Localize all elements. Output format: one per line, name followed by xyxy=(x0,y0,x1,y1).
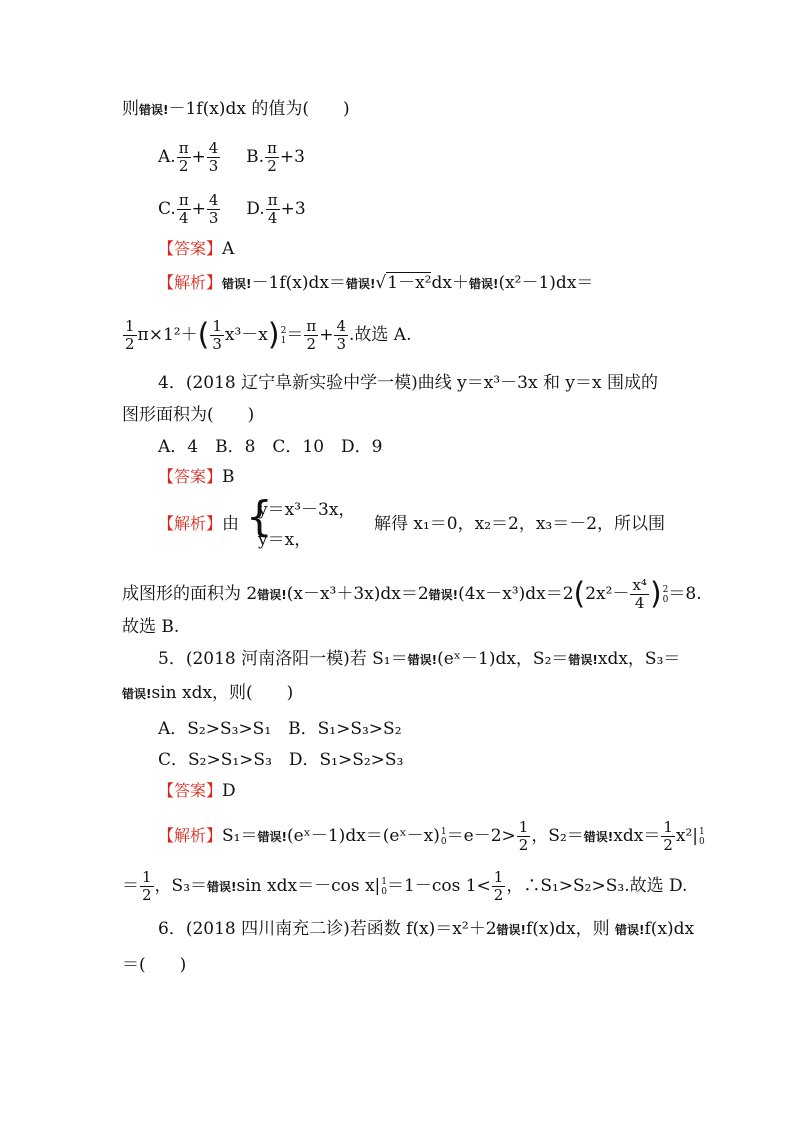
q3-analysis-line2: $\frac{1}{2}$ π×1²＋( $\frac{1}{3}$ x³－x) 2 1 ＝ $\frac{\pi}{2}$ + $\frac{4}{3}$ .故选 A. xyxy=(125,317,412,353)
q5-analysis-part: (eˣ－1)dx＝(eˣ－x) xyxy=(286,826,440,846)
q4-system-eq2: y＝x， xyxy=(258,530,312,550)
fraction xyxy=(177,140,191,175)
denominator: 2 xyxy=(663,836,673,854)
numerator: π xyxy=(178,139,189,157)
numerator: 1 xyxy=(142,868,152,886)
left-bracket: ( xyxy=(573,576,586,612)
numerator: 1 xyxy=(493,868,504,886)
fraction xyxy=(177,192,191,227)
numerator: 4 xyxy=(336,317,346,335)
q4-analysis-solve: 解得 x₁＝0，x₂＝2，x₃＝－2，所以围 xyxy=(374,514,666,534)
q5-answer xyxy=(158,780,236,802)
answer-tag: 【答案】 xyxy=(158,467,223,486)
q4-options: A．4 B．8 C．10 D．9 xyxy=(158,437,383,457)
right-bracket: ) xyxy=(267,317,280,353)
upper-limit: 2 xyxy=(280,325,287,336)
error-marker: 错误! xyxy=(568,653,598,667)
q3-option-c-label: C. xyxy=(158,199,176,219)
denominator: 2 xyxy=(178,157,189,175)
q4-stem-line2: 图形面积为( ) xyxy=(122,405,255,425)
q3-option-b-tail: +3 xyxy=(279,147,305,167)
error-marker: 错误! xyxy=(139,103,169,117)
error-marker: 错误! xyxy=(407,653,438,667)
fraction xyxy=(304,318,318,353)
q5-analysis-part: xdx＝ xyxy=(613,826,661,846)
q6-stem-line2: ＝( ) xyxy=(122,955,187,975)
denominator: 2 xyxy=(125,335,135,353)
q4-analysis-line1 xyxy=(158,513,239,535)
denominator: 4 xyxy=(267,209,278,227)
q5-analysis-part: ，∴S₁>S₂>S₃.故选 D. xyxy=(506,876,688,896)
q5-analysis-part: ＝1－cos 1< xyxy=(387,876,491,896)
error-marker: 错误! xyxy=(257,830,287,844)
error-marker: 错误! xyxy=(583,830,614,844)
left-bracket: ( xyxy=(197,317,210,353)
q5-answer-value: D xyxy=(222,781,236,801)
q3-analysis-part: π×1²＋ xyxy=(137,325,198,345)
denominator: 2 xyxy=(142,886,152,904)
denominator: 3 xyxy=(208,209,219,227)
q5-options-ab: A．S₂>S₃>S₁ B．S₁>S₃>S₂ xyxy=(158,719,402,739)
fraction xyxy=(265,140,279,175)
numerator: x⁴ xyxy=(632,576,647,594)
fraction xyxy=(207,140,221,175)
analysis-tag: 【解析】 xyxy=(158,514,223,533)
error-marker: 错误! xyxy=(345,277,376,291)
q5-analysis-part: sin xdx＝－cos x| xyxy=(236,876,381,896)
lower-limit: 0 xyxy=(440,836,447,847)
q5-analysis-line2 xyxy=(122,866,687,907)
q5-options-cd: C．S₂>S₁>S₃ D．S₁>S₂>S₃ xyxy=(158,750,404,770)
q3-analysis-part: x³－x xyxy=(224,325,268,345)
sqrt-content: 1－x² xyxy=(387,273,432,293)
q3-options-cd xyxy=(158,192,306,227)
q4-analysis-part: 成图形的面积为 2 xyxy=(122,584,258,604)
q5-stem-part: (eˣ－1)dx，S₂＝ xyxy=(437,649,569,669)
q5-analysis-part: x²| xyxy=(675,826,699,846)
q4-analysis-line3: 故选 B. xyxy=(122,617,180,637)
system-brace: { xyxy=(246,492,273,541)
q3-option-d-tail: +3 xyxy=(280,199,306,219)
q5-analysis-part: ＝ xyxy=(122,876,139,896)
q3-option-b-label: B. xyxy=(246,147,265,167)
q6-stem-part: f(x)dx xyxy=(644,919,695,939)
upper-limit: 1 xyxy=(381,876,388,887)
error-marker: 错误! xyxy=(222,277,252,291)
q4-analysis-part: ＝8. xyxy=(668,584,702,604)
q3-analysis-part: dx＋ xyxy=(431,273,469,293)
upper-limit: 1 xyxy=(699,826,705,837)
fraction xyxy=(266,192,280,227)
q4-analysis-part: (4x－x³)dx＝2 xyxy=(458,584,574,604)
q3-analysis-part: (x²－1)dx＝ xyxy=(498,273,594,293)
numerator: 1 xyxy=(663,818,673,836)
q3-answer xyxy=(158,238,234,260)
lower-limit: 0 xyxy=(699,836,705,847)
error-marker: 错误! xyxy=(468,277,499,291)
analysis-tag: 【解析】 xyxy=(158,273,223,292)
q4-answer xyxy=(158,466,235,488)
q4-stem-line1: 4．(2018 辽宁阜新实验中学一模)曲线 y＝x³－3x 和 y＝x 围成的 xyxy=(158,373,658,393)
fraction xyxy=(630,577,648,612)
denominator: 3 xyxy=(208,157,219,175)
error-marker: 错误! xyxy=(615,923,645,937)
lower-limit: 0 xyxy=(381,886,388,897)
fraction xyxy=(140,869,154,904)
upper-limit: 1 xyxy=(440,826,447,837)
q3-analysis-part: .故选 A. xyxy=(348,325,412,345)
denominator: 3 xyxy=(336,335,346,353)
denominator: 4 xyxy=(178,209,189,227)
q3-analysis-part: ＝ xyxy=(286,325,304,345)
q4-analysis-part: 2x²－ xyxy=(585,584,630,604)
q3-option-a-label: A. xyxy=(158,147,176,167)
lower-limit: 1 xyxy=(280,335,287,346)
error-marker: 错误! xyxy=(207,880,237,894)
numerator: π xyxy=(267,139,277,157)
q5-stem-line2 xyxy=(122,682,293,705)
limits xyxy=(699,827,705,847)
q3-options-ab xyxy=(158,140,305,175)
denominator: 2 xyxy=(518,836,529,854)
q6-stem-line1 xyxy=(158,918,694,941)
numerator: 1 xyxy=(125,317,135,335)
right-bracket: ) xyxy=(649,576,662,612)
q4-answer-value: B xyxy=(222,467,235,487)
q6-stem-part: 6．(2018 四川南充二诊)若函数 f(x)＝x²＋2 xyxy=(158,919,497,939)
upper-limit: 2 xyxy=(662,584,669,595)
numerator: 1 xyxy=(212,317,222,335)
q5-analysis-part: ＝e－2> xyxy=(446,826,516,846)
q4-analysis-part: 由 xyxy=(222,514,240,534)
fraction xyxy=(123,318,137,353)
fraction xyxy=(334,318,348,353)
error-marker: 错误! xyxy=(257,588,287,602)
fraction xyxy=(492,869,506,904)
q3-stem xyxy=(122,98,350,121)
fraction xyxy=(517,819,531,854)
error-marker: 错误! xyxy=(428,588,459,602)
q3-option-a-tail: + xyxy=(191,147,206,167)
denominator: 4 xyxy=(634,594,645,612)
q5-stem-line1 xyxy=(158,648,680,671)
q3-analysis-line1: 【解析】错误!－1f(x)dx＝错误!√1－x²dx＋错误!(x²－1)dx＝ xyxy=(158,273,594,293)
answer-tag: 【答案】 xyxy=(158,239,223,258)
q5-analysis-part: ，S₂＝ xyxy=(531,826,584,846)
denominator: 2 xyxy=(267,157,277,175)
q3-stem-prefix: 则 xyxy=(122,99,139,119)
q5-analysis-part: S₁＝ xyxy=(222,826,258,846)
numerator: 4 xyxy=(208,191,219,209)
q5-stem-part: sin xdx，则( ) xyxy=(151,683,294,703)
answer-tag: 【答案】 xyxy=(158,781,223,800)
q3-option-c-tail: + xyxy=(191,199,206,219)
q5-stem-part: xdx，S₃＝ xyxy=(597,649,681,669)
numerator: 4 xyxy=(208,139,219,157)
q4-system-eq1: y＝x³－3x， xyxy=(258,500,356,520)
q5-analysis-line1 xyxy=(158,816,705,857)
q3-answer-value: A xyxy=(222,239,235,259)
q4-analysis-line2 xyxy=(122,574,702,615)
q3-analysis-part: －1f(x)dx＝ xyxy=(251,273,346,293)
q3-stem-integral: －1f(x)dx xyxy=(168,99,246,119)
q3-stem-suffix: 的值为( ) xyxy=(251,99,350,119)
error-marker: 错误! xyxy=(122,687,152,701)
fraction xyxy=(207,192,221,227)
error-marker: 错误! xyxy=(496,923,526,937)
fraction xyxy=(661,819,675,854)
numerator: π xyxy=(178,191,189,209)
q6-stem-part: f(x)dx，则 xyxy=(526,919,610,939)
analysis-tag: 【解析】 xyxy=(158,826,223,845)
q5-analysis-part: ，S₃＝ xyxy=(154,876,208,896)
denominator: 2 xyxy=(493,886,504,904)
lower-limit: 0 xyxy=(662,594,669,605)
q4-analysis-part: (x－x³＋3x)dx＝2 xyxy=(286,584,429,604)
q5-stem-part: 5．(2018 河南洛阳一模)若 S₁＝ xyxy=(158,649,408,669)
numerator: π xyxy=(267,191,278,209)
numerator: 1 xyxy=(518,818,529,836)
fraction xyxy=(210,318,224,353)
q3-option-d-label: D. xyxy=(246,199,265,219)
denominator: 2 xyxy=(306,335,317,353)
denominator: 3 xyxy=(212,335,222,353)
numerator: π xyxy=(306,317,317,335)
